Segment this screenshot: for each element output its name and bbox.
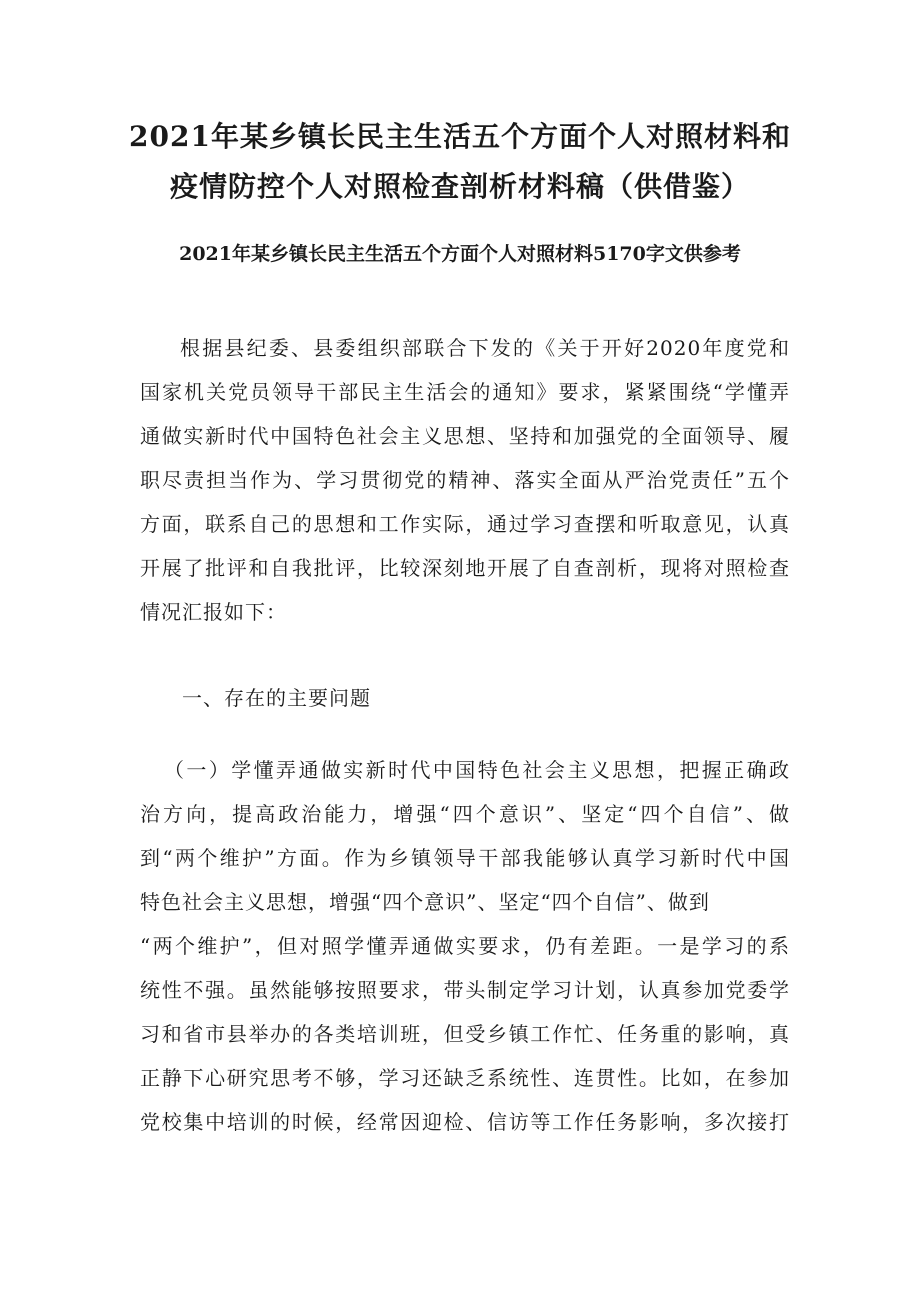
paragraph-2-line: “两个维护”，但对照学懂弄通做实要求，仍有差距。一是学习的系 xyxy=(140,934,790,958)
paragraph-2-line: 到“两个维护”方面。作为乡镇领导干部我能够认真学习新时代中国 xyxy=(140,846,790,870)
paragraph-1-line: 开展了批评和自我批评，比较深刻地开展了自查剖析，现将对照检查 xyxy=(140,556,790,580)
paragraph-1-line: 通做实新时代中国特色社会主义思想、坚持和加强党的全面领导、履 xyxy=(140,424,790,448)
document-subtitle: 2021年某乡镇长民主生活五个方面个人对照材料5170字文供参考 xyxy=(179,243,741,265)
paragraph-2-line: 正静下心研究思考不够，学习还缺乏系统性、连贯性。比如，在参加 xyxy=(140,1066,790,1090)
paragraph-2-line: 特色社会主义思想，增强“四个意识”、坚定“四个自信”、做到 xyxy=(140,890,710,914)
paragraph-1-line: 国家机关党员领导干部民主生活会的通知》要求，紧紧围绕“学懂弄 xyxy=(140,380,790,404)
paragraph-2-line: 习和省市县举办的各类培训班，但受乡镇工作忙、任务重的影响，真 xyxy=(140,1022,790,1046)
paragraph-2-line: 治方向，提高政治能力，增强“四个意识”、坚定“四个自信”、做 xyxy=(140,802,790,826)
document-title-line-2: 疫情防控个人对照检查剖析材料稿（供借鉴） xyxy=(169,170,750,203)
document-title-line-1: 2021年某乡镇长民主生活五个方面个人对照材料和 xyxy=(129,120,791,153)
paragraph-1-line: 方面，联系自己的思想和工作实际，通过学习查摆和听取意见，认真 xyxy=(140,512,790,536)
section-heading: 一、存在的主要问题 xyxy=(182,686,371,710)
paragraph-2-line: 统性不强。虽然能够按照要求，带头制定学习计划，认真参加党委学 xyxy=(140,978,790,1002)
paragraph-2-line: （一）学懂弄通做实新时代中国特色社会主义思想，把握正确政 xyxy=(164,758,790,782)
paragraph-1-line: 根据县纪委、县委组织部联合下发的《关于开好2020年度党和 xyxy=(180,336,790,360)
paragraph-2-line: 党校集中培训的时候，经常因迎检、信访等工作任务影响，多次接打 xyxy=(140,1110,790,1134)
paragraph-1-line: 职尽责担当作为、学习贯彻党的精神、落实全面从严治党责任”五个 xyxy=(140,468,790,492)
paragraph-1-line: 情况汇报如下： xyxy=(140,600,287,624)
